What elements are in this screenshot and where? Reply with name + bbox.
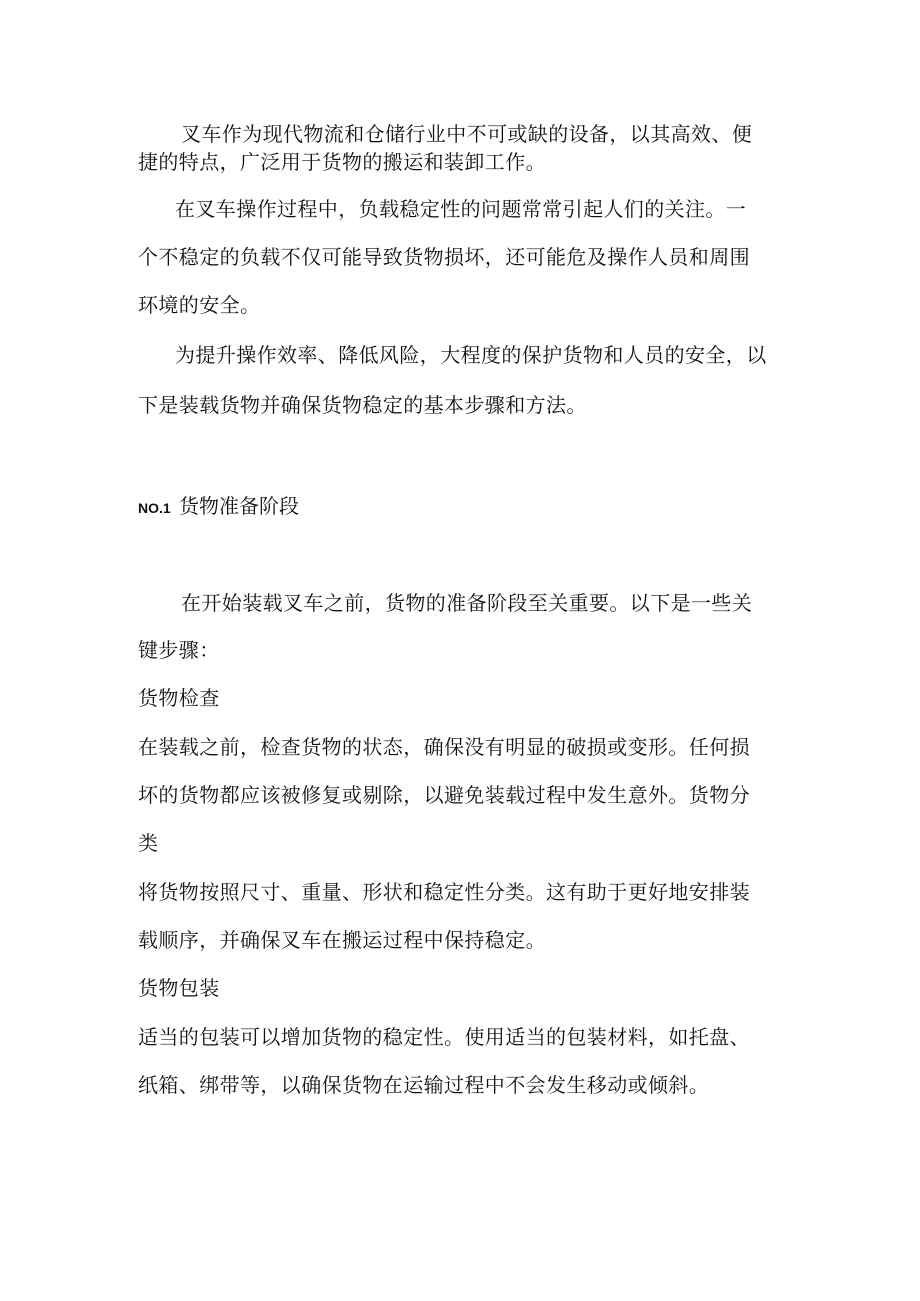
section-lead-line-2: 键步骤： [138,638,220,662]
intro-p2-line-2: 个不稳定的负载不仅可能导致货物损坏，还可能危及操作人员和周围 [138,245,750,269]
item-text-line: 载顺序，并确保叉车在搬运过程中保持稳定。 [138,928,546,952]
intro-p1-line-2: 捷的特点，广泛用于货物的搬运和装卸工作。 [138,150,546,174]
item-heading-cargo-packaging: 货物包装 [138,976,220,1000]
section-lead-line-1: 在开始装载叉车之前，货物的准备阶段至关重要。以下是一些关 [181,591,753,615]
section-title: 货物准备阶段 [179,494,300,518]
intro-p2-line-1: 在叉车操作过程中，负载稳定性的问题常常引起人们的关注。一 [175,197,747,221]
item-text-line: 在装载之前，检查货物的状态，确保没有明显的破损或变形。任何损 [138,735,750,759]
item-text-line: 适当的包装可以增加货物的稳定性。使用适当的包装材料，如托盘、 [138,1025,750,1049]
item-heading-cargo-inspection: 货物检查 [138,686,220,710]
intro-p3-line-2: 下是装载货物并确保货物稳定的基本步骤和方法。 [138,393,587,417]
section-number: NO.1 [138,500,171,516]
intro-p1-line-1: 叉车作为现代物流和仓储行业中不可或缺的设备，以其高效、便 [181,122,753,146]
item-text-line: 纸箱、绑带等，以确保货物在运输过程中不会发生移动或倾斜。 [138,1073,710,1097]
item-text-line: 类 [138,831,159,855]
item-text-line: 将货物按照尺寸、重量、形状和稳定性分类。这有助于更好地安排装 [138,880,750,904]
section-heading [138,492,299,522]
intro-p2-line-3: 环境的安全。 [138,293,261,317]
intro-p3-line-1: 为提升操作效率、降低风险，大程度的保护货物和人员的安全，以 [175,343,767,367]
item-text-line: 坏的货物都应该被修复或剔除，以避免装载过程中发生意外。货物分 [138,783,750,807]
